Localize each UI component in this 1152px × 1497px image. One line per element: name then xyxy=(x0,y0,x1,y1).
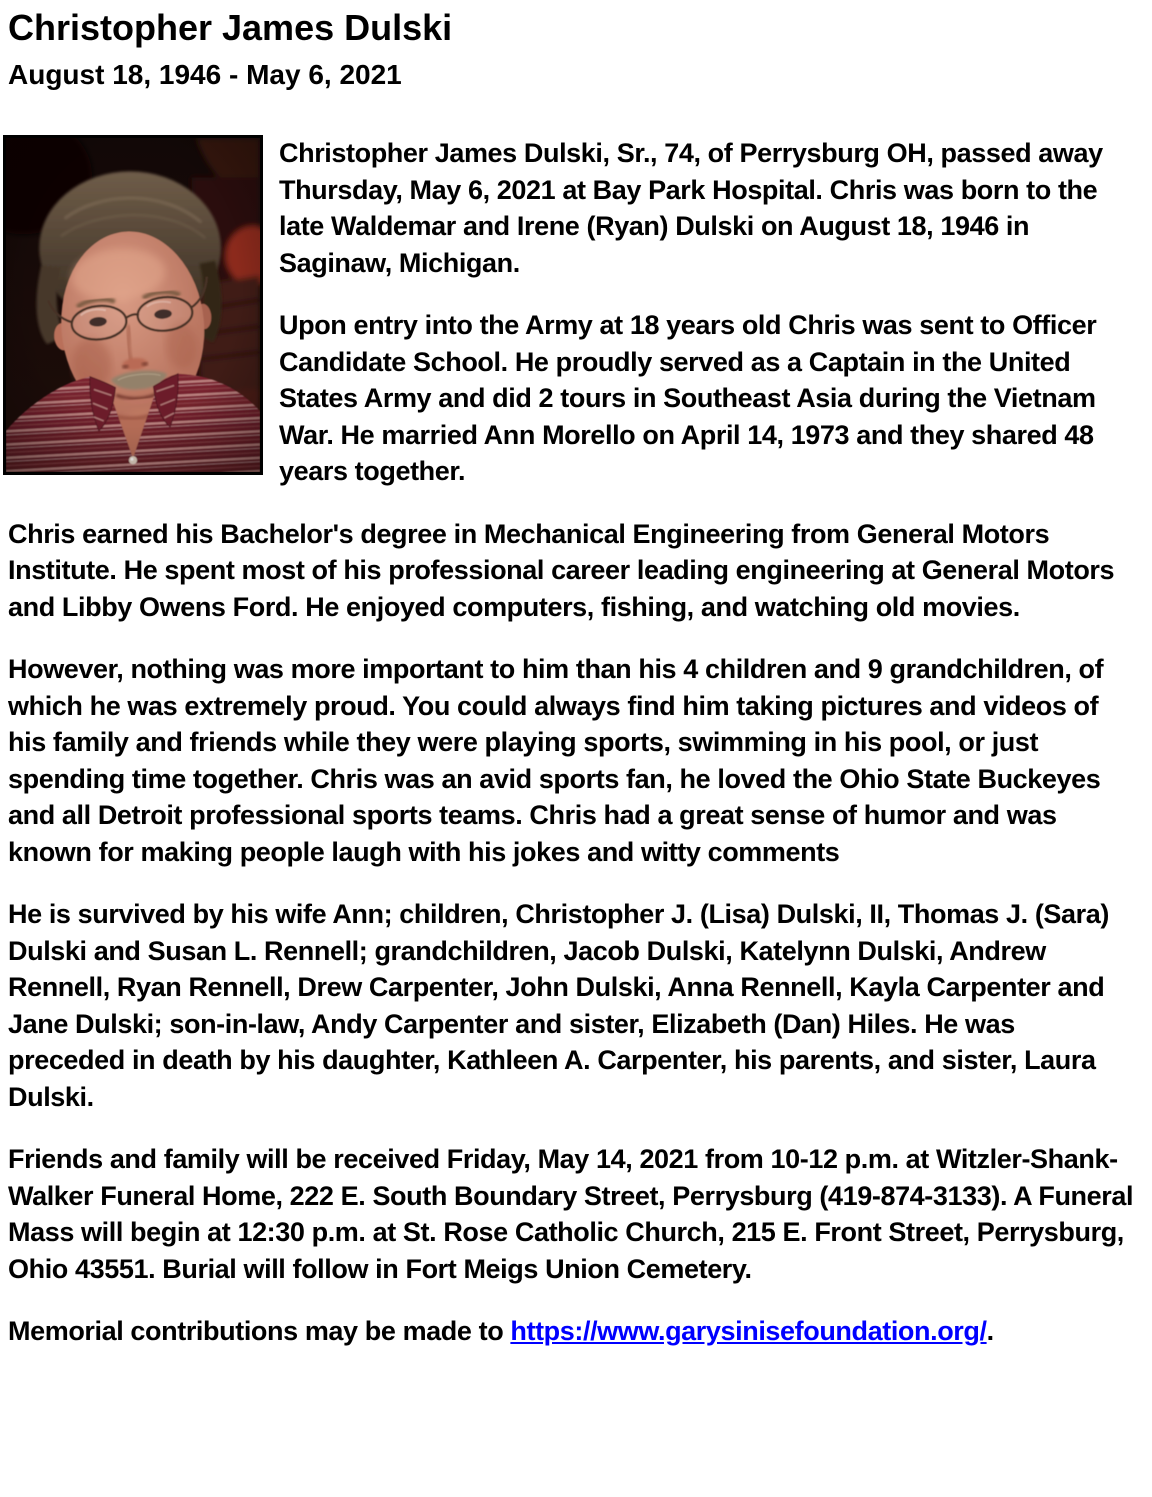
obituary-paragraph-1: Christopher James Dulski, Sr., 74, of Perrysburg OH, passed away Thursday, May 6, 2021 at Bay Park Hospital. Chris was born to the late Waldemar and Irene (Ryan) Dulski on August 18, 1946 in Saginaw, Michigan. xyxy=(279,138,1103,278)
portrait-photo-illustration xyxy=(6,138,260,472)
obituary-paragraph-6: Friends and family will be received Friday, May 14, 2021 from 10-12 p.m. at Witzler-Shank-Walker Funeral Home, 222 E. South Boundary Street, Perrysburg (419-874-3133). A Funeral Mass will begin at 12:30 p.m. at St. Rose Catholic Church, 215 E. Front Street, Perrysburg, Ohio 43551. Burial will follow in Fort Meigs Union Cemetery. xyxy=(8,1144,1134,1284)
obituary-page xyxy=(0,8,1152,1350)
portrait-photo xyxy=(3,135,263,475)
memorial-paragraph xyxy=(8,1313,1136,1350)
memorial-suffix: . xyxy=(986,1316,994,1346)
photo-vignette xyxy=(6,138,260,472)
obituary-paragraph-3: Chris earned his Bachelor's degree in Mechanical Engineering from General Motors Institute. He spent most of his professional career leading engineering at General Motors and Libby Owens Ford. He enjoyed computers, fishing, and watching old movies. xyxy=(8,518,1115,622)
memorial-prefix: Memorial contributions may be made to xyxy=(8,1316,511,1346)
obituary-paragraph-4: However, nothing was more important to him than his 4 children and 9 grandchildren, of which he was extremely proud. You could always find him taking pictures and videos of his family and friends while they were playing sports, swimming in his pool, or just spending time together. Chris was an avid sports fan, he loved the Ohio State Buckeyes and all Detroit professional sports teams. Chris had a great sense of humor and was known for making people laugh with his jokes and witty comments xyxy=(8,654,1104,867)
obituary-paragraph-5: He is survived by his wife Ann; children, Christopher J. (Lisa) Dulski, II, Thomas J. (Sara) Dulski and Susan L. Rennell; grandchildren, Jacob Dulski, Katelynn Dulski, Andrew Rennell, Ryan Rennell, Drew Carpenter, John Dulski, Anna Rennell, Kayla Carpenter and Jane Dulski; son-in-law, Andy Carpenter and sister, Elizabeth (Dan) Hiles. He was preceded in death by his daughter, Kathleen A. Carpenter, his parents, and sister, Laura Dulski. xyxy=(8,899,1109,1112)
obituary-paragraph-2: Upon entry into the Army at 18 years old Chris was sent to Officer Candidate School. He proudly served as a Captain in the United States Army and did 2 tours in Southeast Asia during the Vietnam War. He married Ann Morello on April 14, 1973 and they shared 48 years together. xyxy=(279,310,1097,486)
obituary-body xyxy=(8,135,1136,1350)
memorial-link[interactable]: https://www.garysinisefoundation.org/ xyxy=(510,1316,987,1346)
page-title: Christopher James Dulski xyxy=(8,7,453,48)
life-dates: August 18, 1946 - May 6, 2021 xyxy=(8,59,402,90)
